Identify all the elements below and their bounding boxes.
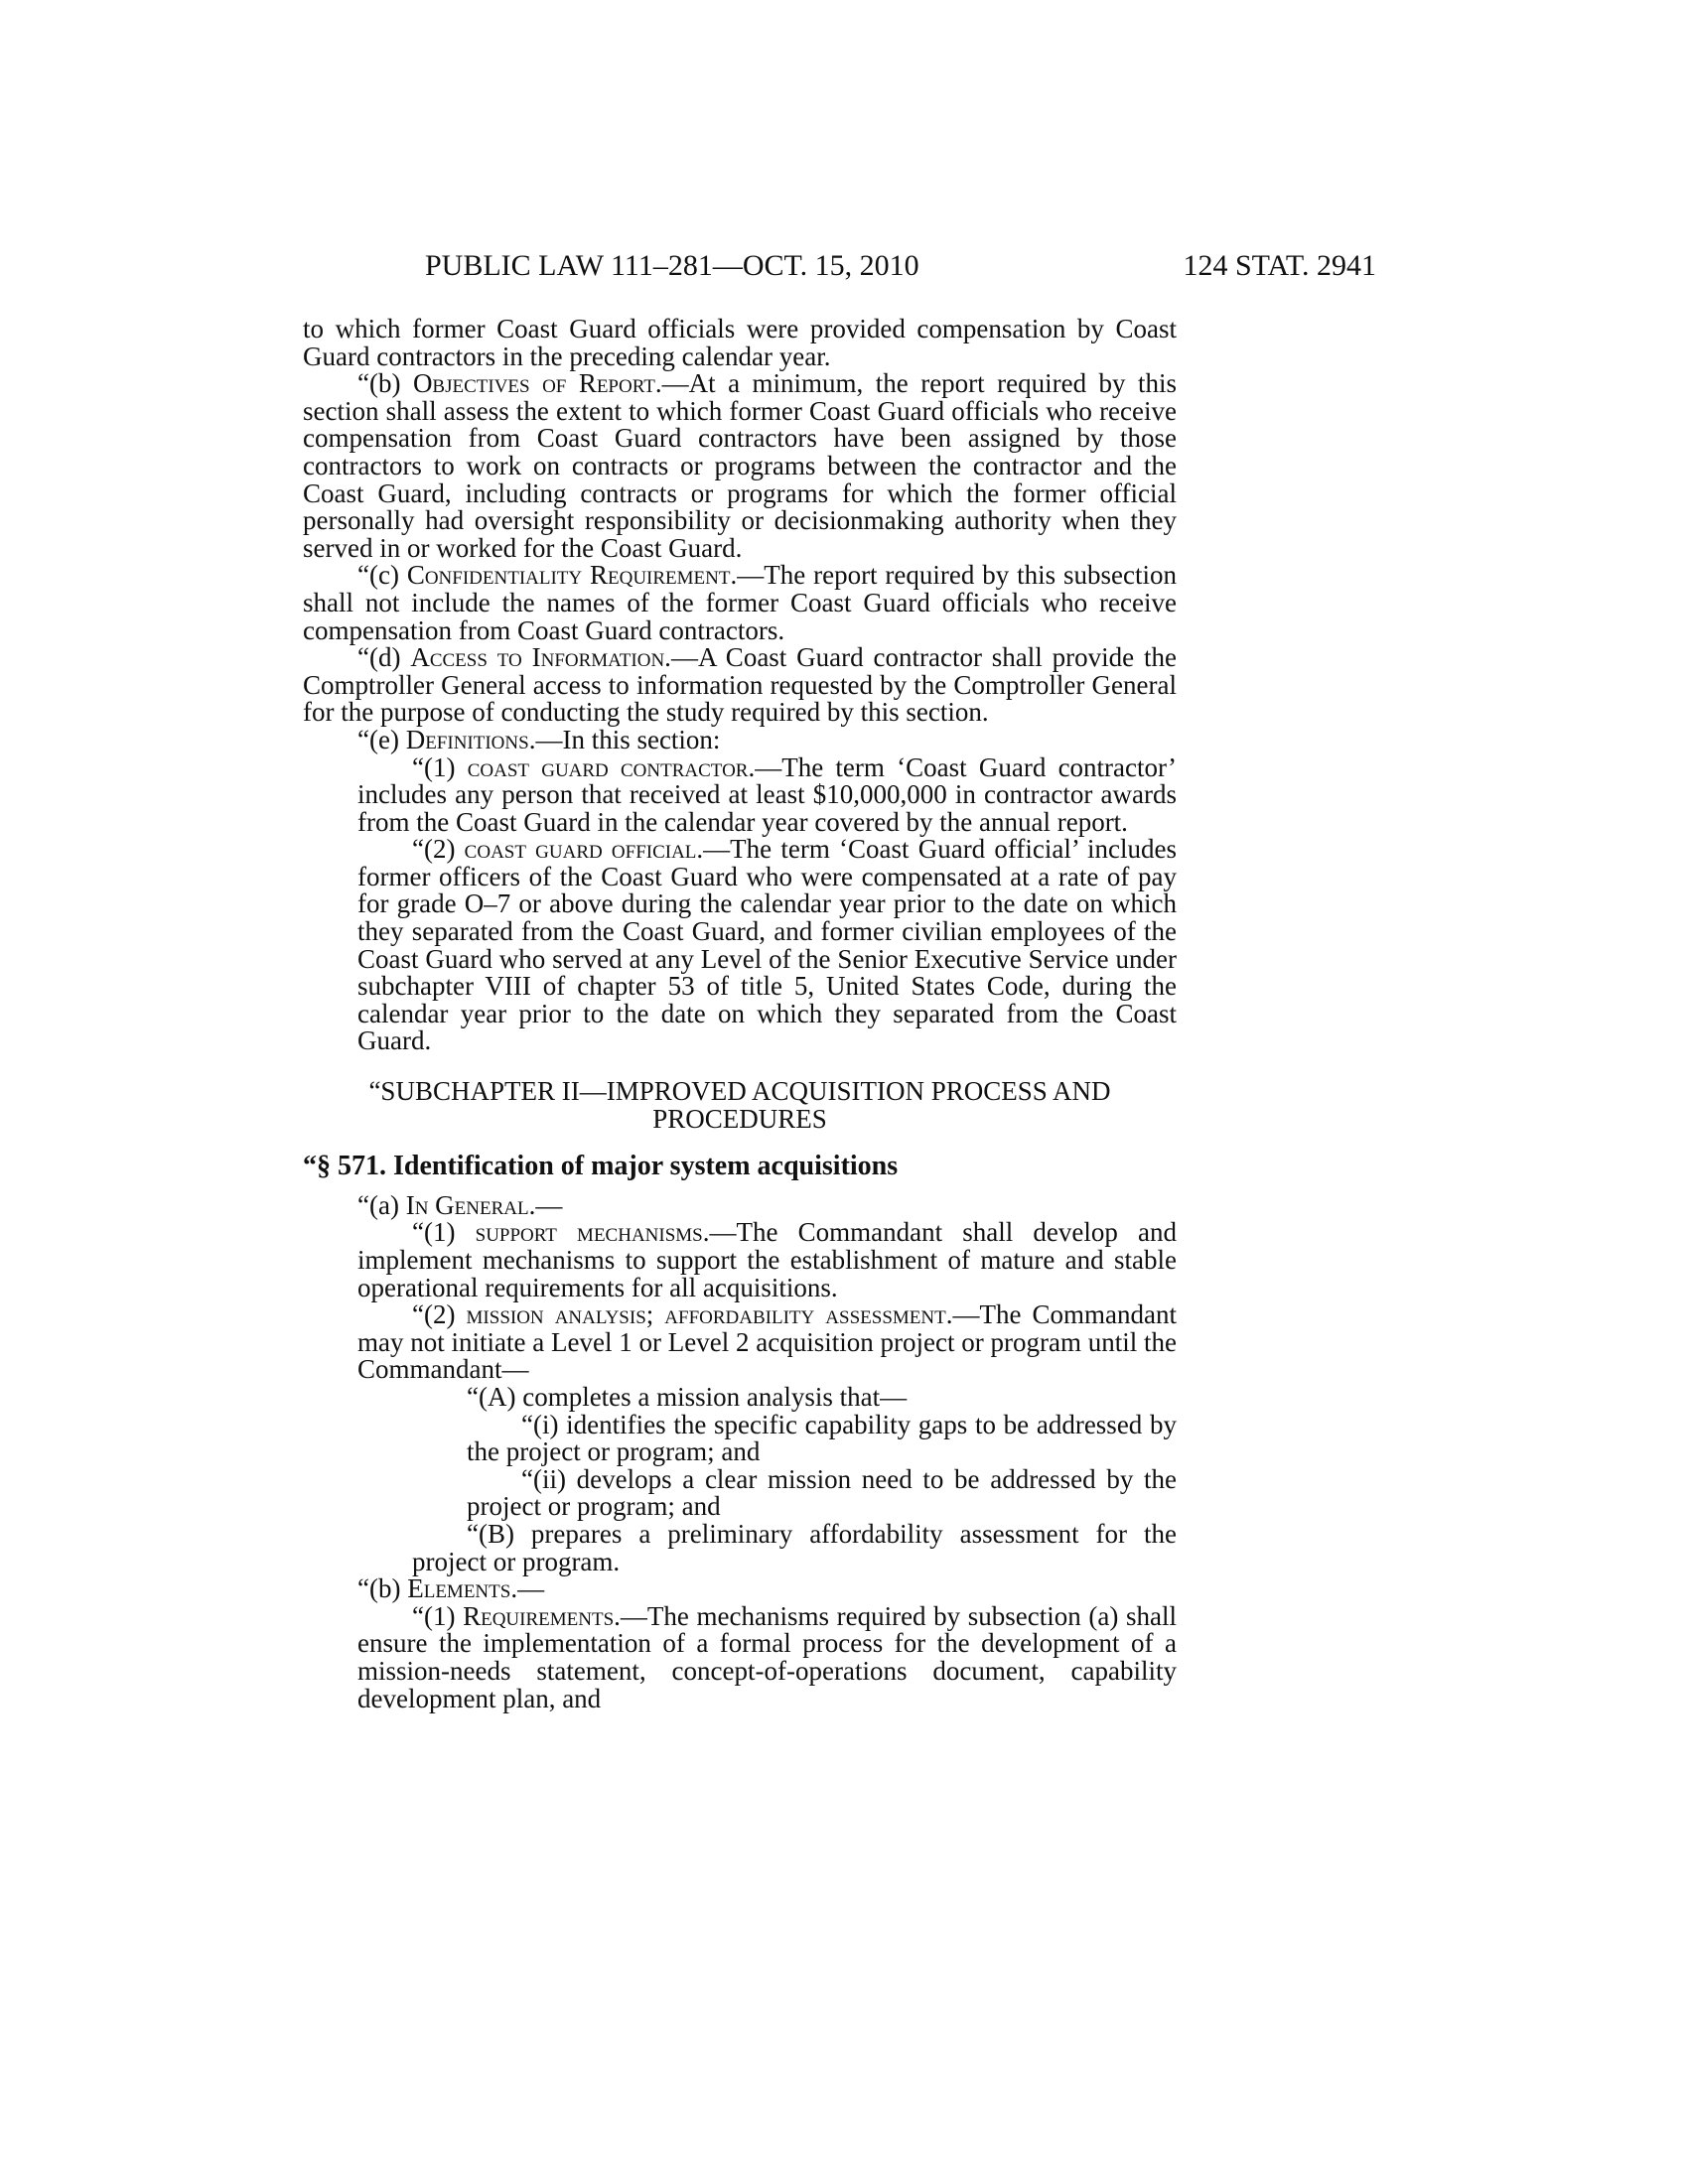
paragraph-heading: mission analysis; affordability assessment. xyxy=(466,1299,953,1330)
paragraph-continuation: to which former Coast Guard officials were provided compensation by Coast Guard contractors in the preceding calendar year. xyxy=(303,314,1177,371)
subsection-heading: Elements. xyxy=(407,1573,518,1604)
subsection-c-confidentiality: “(c) Confidentiality Requirement.—The report required by this subsection shall not include the names of the former Coast Guard officials who receive compensation from Coast Guard contractors. xyxy=(303,560,1177,645)
subsection-heading: Definitions. xyxy=(405,724,536,754)
subsection-e-definitions: “(e) Definitions.—In this section: xyxy=(357,724,721,754)
subsection-heading: Access to Information. xyxy=(410,642,671,673)
clause-i: “(i) identifies the specific capability gaps to be addressed by the project or program; and xyxy=(467,1409,1177,1467)
subsection-b-elements: “(b) Elements.— xyxy=(357,1573,545,1604)
subparagraph-B: “(B) prepares a preliminary affordability assessment for the project or program. xyxy=(412,1518,1177,1576)
paragraph-heading: coast guard official. xyxy=(464,834,704,865)
clause-ii: “(ii) develops a clear mission need to be addressed by the project or program; and xyxy=(467,1463,1177,1522)
subsection-heading: Objectives of Report. xyxy=(412,368,662,399)
subsection-d-access: “(d) Access to Information.—A Coast Guard contractor shall provide the Comptroller General access to information requested by the Comptroller General for the purpose of conducting the study required by this section. xyxy=(303,642,1177,728)
subchapter-heading: “SUBCHAPTER II—IMPROVED ACQUISITION PROCESS AND PROCEDURES xyxy=(368,1076,1111,1134)
definition-1-contractor: “(1) coast guard contractor.—The term ‘Coast Guard contractor’ includes any person that received at least $10,000,000 in contractor awards from the Coast Guard in the calendar year covered by the annual report. xyxy=(357,751,1177,837)
subsection-a-general: “(a) In General.— xyxy=(357,1189,563,1220)
definition-2-official: “(2) coast guard official.—The term ‘Coast Guard official’ includes former officers of the Coast Guard who were compensated at a rate of pay for grade O–7 or above during the calendar year prior to the date on which they separated from the Coast Guard, and former civilian employees of the Coast Guard who served at any Level of the Senior Executive Service under subchapter VIII of chapter 53 of title 5, United States Code, during the calendar year prior to the date on which they separated from the Coast Guard. xyxy=(357,834,1178,1056)
page-header-title: PUBLIC LAW 111–281—OCT. 15, 2010 xyxy=(425,249,919,282)
paragraph-a1-support: “(1) support mechanisms.—The Commandant shall develop and implement mechanisms to support the establishment of mature and stable operational requirements for all acquisitions. xyxy=(357,1217,1177,1302)
paragraph-heading: Requirements. xyxy=(463,1600,621,1631)
section-title: “§ 571. Identification of major system acquisitions xyxy=(303,1151,899,1182)
subsection-heading: In General. xyxy=(405,1189,536,1220)
document-body xyxy=(303,316,1177,1712)
subparagraph-A: “(A) completes a mission analysis that— xyxy=(467,1381,908,1412)
page-number-stat: 124 STAT. 2941 xyxy=(1183,249,1376,282)
paragraph-b1-requirements: “(1) Requirements.—The mechanisms required by subsection (a) shall ensure the implementation of a formal process for the development of a mission-needs statement, concept-of-operations document, capability development plan, and xyxy=(357,1600,1177,1713)
paragraph-heading: coast guard contractor. xyxy=(467,751,756,782)
subsection-heading: Confidentiality Requirement. xyxy=(406,560,738,591)
paragraph-heading: support mechanisms. xyxy=(475,1217,710,1248)
subsection-b-objectives: “(b) Objectives of Report.—At a minimum, the report required by this section shall assess the extent to which former Coast Guard officials who receive compensation from Coast Guard contractors have been assigned by those contractors to work on contracts or programs between the contractor and the Coast Guard, including contracts or programs for which the former official personally had oversight responsibility or decisionmaking authority when they served in or worked for the Coast Guard. xyxy=(303,368,1178,563)
running-header xyxy=(425,246,1376,286)
paragraph-a2-mission: “(2) mission analysis; affordability assessment.—The Commandant may not initiate a Level 1 or Level 2 acquisition project or program until the Commandant— xyxy=(357,1299,1177,1385)
